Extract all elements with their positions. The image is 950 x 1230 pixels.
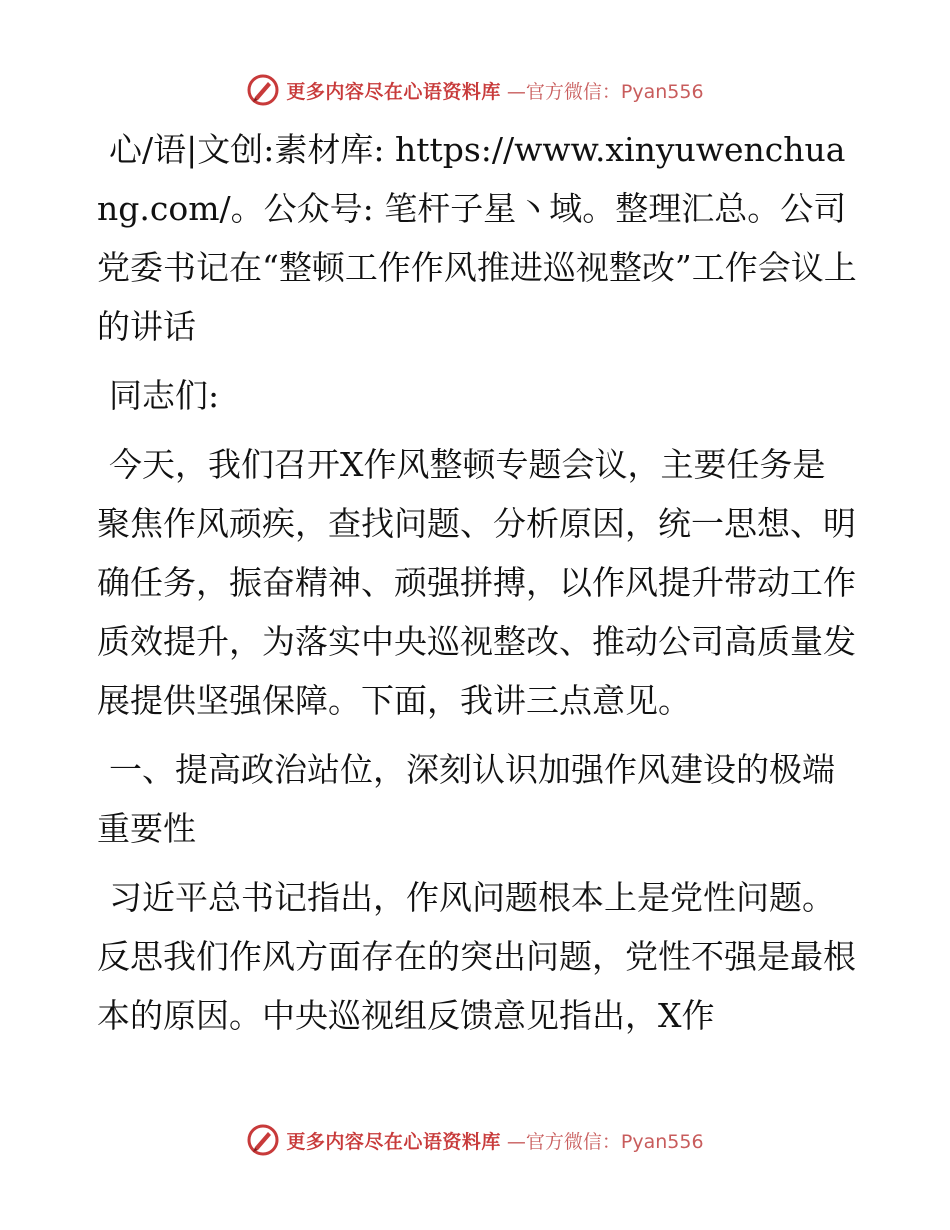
body-paragraph: 习近平总书记指出，作风问题根本上是党性问题。反思我们作风方面存在的突出问题，党性不强是最根本的原因。中央巡视组反馈意见指出，X作 [97,878,856,1035]
banner-main-text: 更多内容尽在心语资料库 [286,1130,501,1153]
header-banner [0,70,950,110]
salutation: 同志们: [109,376,220,415]
brand-logo-icon [246,73,280,107]
section-heading: 一、提高政治站位，深刻认识加强作风建设的极端重要性 [97,750,835,848]
document-body [97,120,857,1055]
banner-sub-text: —官方微信：Pyan556 [506,1130,704,1153]
brand-logo-icon [246,1123,280,1157]
banner-sub-text: —官方微信：Pyan556 [506,80,704,103]
intro-paragraph: 今天，我们召开X作风整顿专题会议，主要任务是聚焦作风顽疾，查找问题、分析原因，统一思想、明确任务，振奋精神、顽强拼搏，以作风提升带动工作质效提升，为落实中央巡视整改、推动公司高质量发展提供坚强保障。下面，我讲三点意见。 [97,445,856,720]
banner-main-text: 更多内容尽在心语资料库 [286,80,501,103]
title-paragraph: 心/语|文创:素材库: https://www.xinyuwenchuang.com/。公众号: 笔杆子星丶域。整理汇总。公司党委书记在“整顿工作作风推进巡视整改”工作会议上的讲话 [97,130,857,346]
footer-banner [0,1120,950,1160]
